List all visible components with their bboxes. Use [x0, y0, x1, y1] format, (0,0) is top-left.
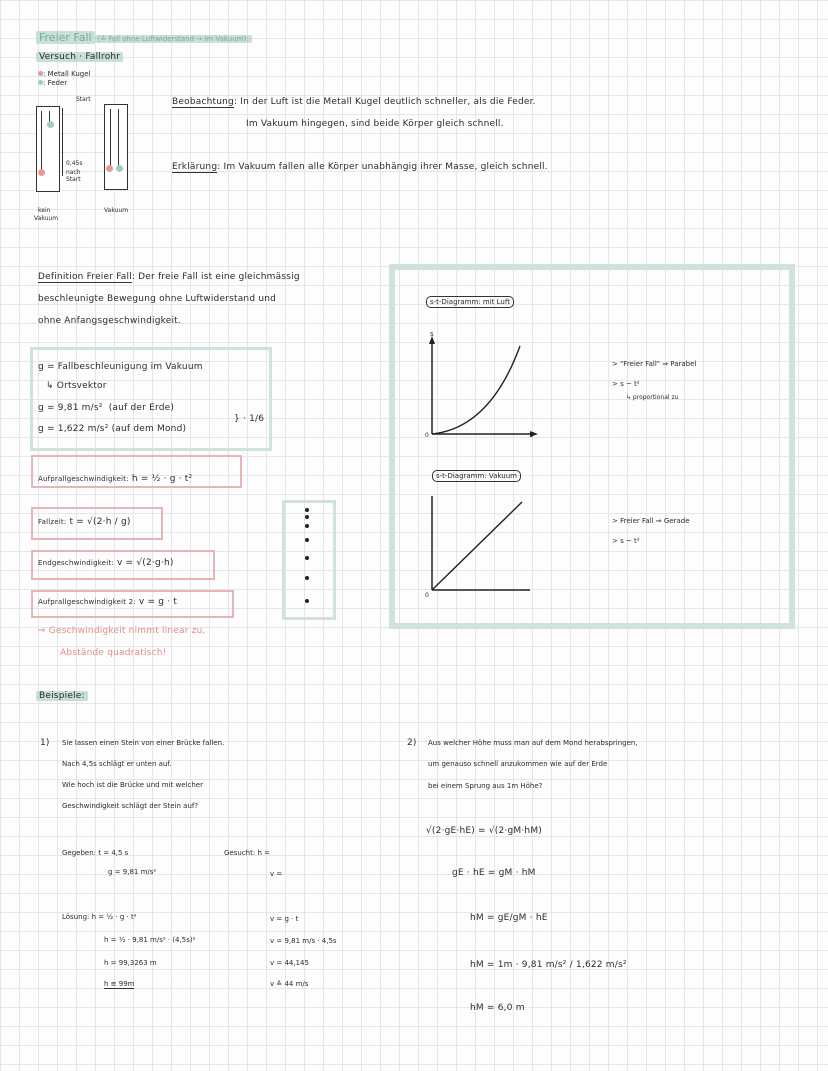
e1-number: 1) — [40, 738, 50, 748]
metal-dot-icon — [38, 71, 43, 76]
fall-tube-air — [36, 106, 60, 192]
gravity-line-2: ↳ Ortsvektor — [46, 381, 107, 391]
definition-line-1 — [38, 272, 300, 282]
diagram-2-title: s-t-Diagramm: Vakuum — [432, 470, 521, 482]
d1-axis-s: s — [430, 330, 434, 338]
gravity-moon-note: (auf dem Mond) — [111, 424, 187, 434]
sol-h-1: h = ½ · g · t² — [91, 913, 137, 921]
sought-label: Gesucht: — [224, 849, 256, 857]
given — [62, 849, 128, 857]
gravity-earth — [38, 403, 174, 413]
e1-line-1: Sie lassen einen Stein von einer Brücke fallen. — [62, 739, 225, 747]
sol-h-2: h = ½ · 9,81 m/s² · (4,5s)² — [104, 936, 196, 944]
formula-4 — [38, 597, 177, 607]
dot-position — [305, 556, 309, 560]
e2-number: 2) — [407, 738, 417, 748]
e2-line-1: Aus welcher Höhe muss man auf dem Mond herabspringen, — [428, 739, 638, 747]
definition-line-3: ohne Anfangsgeschwindigkeit. — [38, 316, 181, 326]
formula-2-label: Fallzeit: — [38, 518, 67, 526]
legend-feather-label: Feder — [47, 79, 68, 87]
sol-h-3: h = 99,3263 m — [104, 959, 157, 967]
d1-axis-t: t — [530, 431, 533, 439]
given-t: t = 4,5 s — [98, 849, 129, 857]
observation-text-1: : In der Luft ist die Metall Kugel deutlich schneller, als die Feder. — [233, 97, 536, 107]
formula-2-value: t = √(2·h / g) — [69, 517, 131, 527]
formula-1-label: Aufprallgeschwindigkeit: — [38, 475, 129, 483]
legend-feather: : Feder — [38, 79, 67, 87]
gravity-line-1: g = Fallbeschleunigung im Vakuum — [38, 362, 203, 372]
sol-v-3: v = 44,145 — [270, 959, 309, 967]
label-after-2: nach — [66, 169, 81, 176]
explanation-text: : Im Vakuum fallen alle Körper unabhängig ihrer Masse, gleich schnell. — [217, 162, 548, 172]
label-after: 0,45s — [66, 160, 83, 167]
sol-v-4: v ≙ 44 m/s — [270, 980, 309, 988]
legend-metal: : Metall Kugel — [38, 70, 90, 78]
label-no-vacuum: kein — [38, 207, 51, 214]
sought — [224, 849, 270, 857]
feather-icon — [47, 121, 54, 128]
explanation — [172, 162, 548, 172]
given-g: g = 9,81 m/s² — [108, 868, 157, 876]
parabola-curve — [432, 346, 520, 434]
dot-position — [305, 599, 309, 603]
feather-icon — [116, 165, 123, 172]
gravity-earth-value: g = 9,81 m/s² — [38, 403, 103, 413]
dot-position — [305, 515, 309, 519]
definition-text-1: : Der freie Fall ist eine gleichmässig — [131, 272, 300, 282]
e2-line-2: um genauso schnell anzukommen wie auf der Erde — [428, 760, 608, 768]
sol-h-4: h ≅ 99m — [104, 980, 135, 988]
d1-note-3: ↳ proportional zu — [626, 394, 679, 401]
d1-note-1: > "Freier Fall" ⇒ Parabel — [612, 360, 697, 368]
page-title — [36, 26, 252, 45]
gravity-moon — [38, 424, 186, 434]
observation-line-2: Im Vakuum hingegen, sind beide Körper gleich schnell. — [246, 119, 504, 129]
formula-note-1: ⇒ Geschwindigkeit nimmt linear zu, — [38, 626, 206, 636]
definition-line-2: beschleunigte Bewegung ohne Luftwiderstand und — [38, 294, 277, 304]
gravity-earth-note: (auf der Erde) — [108, 403, 175, 413]
sought-h: h = — [257, 849, 270, 857]
e1-line-2: Nach 4,5s schlägt er unten auf. — [62, 760, 172, 768]
formula-4-value: v = g · t — [138, 597, 178, 607]
given-label: Gegeben: — [62, 849, 97, 857]
gravity-moon-value: g = 1,622 m/s² — [38, 424, 109, 434]
formula-3-label: Endgeschwindigkeit: — [38, 559, 114, 567]
formula-1 — [38, 474, 192, 484]
formula-2 — [38, 517, 131, 527]
dot-position — [305, 508, 309, 512]
label-start: Start — [76, 96, 91, 103]
e1-line-4: Geschwindigkeit schlägt der Stein auf? — [62, 802, 199, 810]
metal-ball-icon — [38, 169, 45, 176]
formula-3 — [38, 558, 174, 568]
diagram-1-plot — [420, 328, 550, 444]
sought-v: v = — [270, 870, 283, 878]
dot-position — [305, 576, 309, 580]
dot-trail-box — [282, 500, 336, 620]
d2-origin: 0 — [425, 592, 429, 599]
e2-step-3: hM = gE/gM · hE — [470, 913, 548, 923]
d1-note-2: > s ~ t² — [612, 380, 640, 388]
examples-heading: Beispiele: — [36, 691, 88, 701]
solution — [62, 913, 137, 921]
formula-note-2: Abstände quadratisch! — [60, 648, 167, 658]
e2-line-3: bei einem Sprung aus 1m Höhe? — [428, 782, 543, 790]
dot-position — [305, 538, 309, 542]
formula-4-label: Aufprallgeschwindigkeit 2: — [38, 598, 136, 606]
experiment-heading: Versuch · Fallrohr — [36, 52, 123, 62]
observation-label: Beobachtung — [172, 97, 234, 107]
label-vacuum: Vakuum — [104, 207, 129, 214]
diagram-1-title: s-t-Diagramm: mit Luft — [426, 296, 514, 308]
metal-ball-icon — [106, 165, 113, 172]
sol-v-1: v = g · t — [270, 915, 299, 923]
e1-line-3: Wie hoch ist die Brücke und mit welcher — [62, 781, 203, 789]
e2-step-4: hM = 1m · 9,81 m/s² / 1,622 m/s² — [470, 960, 627, 970]
d1-origin: 0 — [425, 432, 429, 439]
label-after-3: Start — [66, 176, 81, 183]
e2-step-1: √(2·gE·hE) = √(2·gM·hM) — [426, 826, 543, 836]
d2-note-1: > Freier Fall ⇒ Gerade — [612, 517, 690, 525]
fall-tube-vacuum — [104, 104, 128, 190]
dot-position — [305, 524, 309, 528]
e2-step-5: hM = 6,0 m — [470, 1003, 525, 1013]
explanation-label: Erklärung — [172, 162, 218, 172]
e2-step-2: gE · hE = gM · hM — [452, 868, 536, 878]
formula-1-value: h = ½ · g · t² — [131, 474, 193, 484]
gravity-ratio: } · 1/6 — [234, 414, 265, 424]
definition-label: Definition Freier Fall — [38, 272, 132, 282]
legend-metal-label: Metall Kugel — [47, 70, 91, 78]
label-no-vacuum-2: Vakuum — [34, 215, 59, 222]
straight-line — [432, 502, 522, 590]
title-text: Freier Fall — [36, 31, 95, 44]
d2-note-2: > s ~ t² — [612, 537, 640, 545]
formula-3-value: v = √(2·g·h) — [116, 558, 174, 568]
feather-dot-icon — [38, 80, 43, 85]
diagram-2-plot — [420, 490, 550, 598]
observation-line-1 — [172, 97, 536, 107]
solution-label: Lösung: — [62, 913, 90, 921]
sol-v-2: v = 9,81 m/s · 4,5s — [270, 937, 337, 945]
title-note: (≙ Fall ohne Luftwiderstand → im Vakuum): — [95, 35, 252, 43]
